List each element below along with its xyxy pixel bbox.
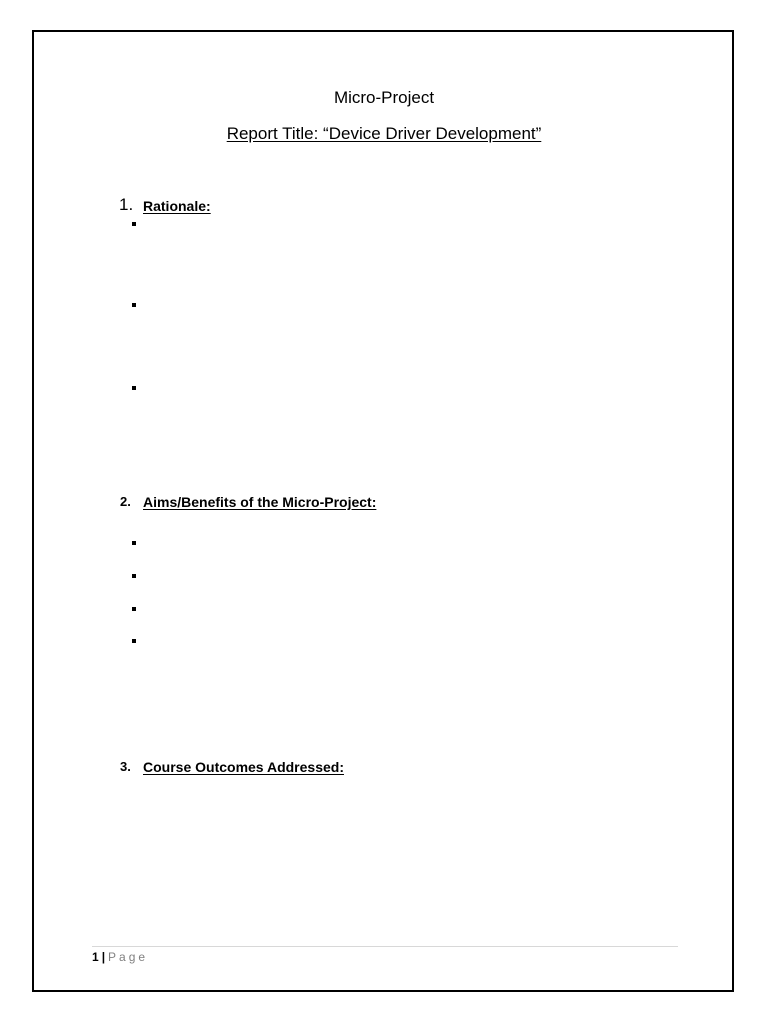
aims-bullet bbox=[132, 639, 136, 643]
section-2-title: Aims/Benefits of the Micro-Project: bbox=[143, 494, 377, 510]
section-2-number: 2. bbox=[120, 494, 131, 509]
document-title: Micro-Project bbox=[333, 88, 435, 107]
rationale-bullet bbox=[132, 222, 136, 226]
page-number: 1 bbox=[92, 950, 99, 964]
aims-bullet bbox=[132, 607, 136, 611]
section-3-title: Course Outcomes Addressed: bbox=[143, 759, 344, 775]
section-1-number: 1. bbox=[119, 195, 134, 214]
section-3-number: 3. bbox=[120, 759, 131, 774]
rationale-bullet bbox=[132, 386, 136, 390]
footer-divider bbox=[92, 946, 678, 947]
page-separator: | bbox=[101, 950, 106, 964]
page-footer bbox=[92, 949, 148, 965]
aims-bullet bbox=[132, 574, 136, 578]
report-title: Report Title: “Device Driver Development” bbox=[226, 124, 542, 143]
page-label: Page bbox=[108, 950, 149, 964]
rationale-bullet bbox=[132, 303, 136, 307]
page-border bbox=[32, 30, 734, 992]
section-1-title: Rationale: bbox=[143, 198, 211, 214]
aims-bullet bbox=[132, 541, 136, 545]
